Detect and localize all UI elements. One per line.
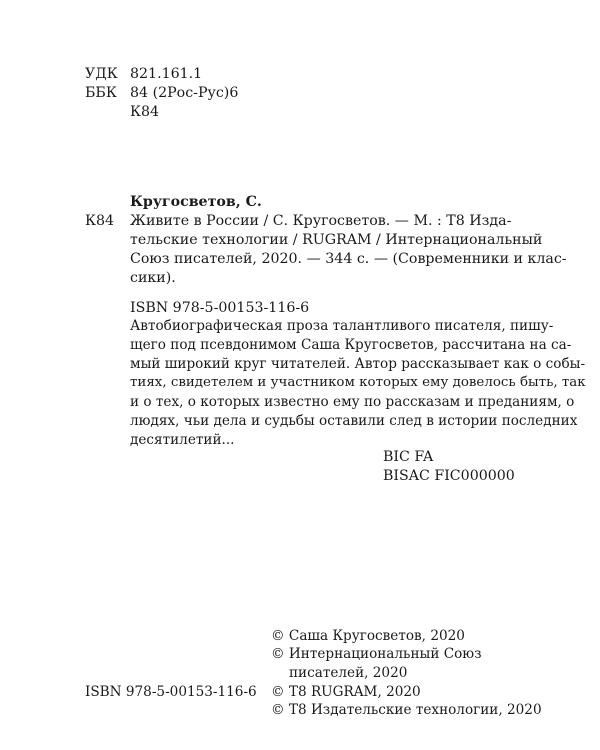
udk-label: УДК bbox=[85, 66, 118, 82]
author-heading: Кругосветов, С. bbox=[130, 194, 262, 210]
bbk-label: ББК bbox=[85, 85, 117, 101]
copyright-line: писателей, 2020 bbox=[289, 665, 408, 681]
bic-code: BIC FA bbox=[383, 449, 434, 465]
annotation-line: щего под псевдонимом Саша Кругосветов, рассчитана на са- bbox=[130, 337, 572, 353]
copyright-line: © T8 RUGRAM, 2020 bbox=[271, 684, 421, 700]
annotation-line: мый широкий круг читателей. Автор рассказывает как о собы- bbox=[130, 356, 586, 372]
copyright-line: © Т8 Издательские технологии, 2020 bbox=[271, 702, 542, 718]
udk-value: 821.161.1 bbox=[130, 66, 203, 82]
annotation-line: тиях, свидетелем и участником которых ему довелось быть, так bbox=[130, 375, 586, 390]
description-line: Союз писателей, 2020. — 344 с. — (Современники и клас- bbox=[130, 251, 567, 267]
footer-isbn: ISBN 978-5-00153-116-6 bbox=[85, 684, 257, 700]
annotation-line: Автобиографическая проза талантливого писателя, пишу- bbox=[130, 318, 554, 334]
copyright-line: © Саша Кругосветов, 2020 bbox=[271, 628, 465, 644]
annotation-line: людях, чьи дела и судьбы оставили след в истории последних bbox=[130, 413, 578, 429]
description-line: сики). bbox=[130, 270, 176, 286]
bbk-value: 84 (2Рос-Рус)6 bbox=[130, 85, 239, 101]
author-mark-top: К84 bbox=[130, 104, 160, 120]
bisac-code: BISAC FIC000000 bbox=[383, 468, 515, 484]
description-line: тельские технологии / RUGRAM / Интернациональный bbox=[130, 232, 543, 248]
isbn-main: ISBN 978-5-00153-116-6 bbox=[130, 300, 310, 316]
author-mark-left: К84 bbox=[85, 213, 115, 229]
annotation-line: десятилетий... bbox=[130, 432, 235, 448]
description-line: Живите в России / С. Кругосветов. — М. : Т8 Изда- bbox=[130, 213, 512, 229]
annotation-line: и о тех, о которых известно ему по рассказам и преданиям, о bbox=[130, 394, 575, 410]
copyright-line: © Интернациональный Союз bbox=[271, 646, 482, 662]
